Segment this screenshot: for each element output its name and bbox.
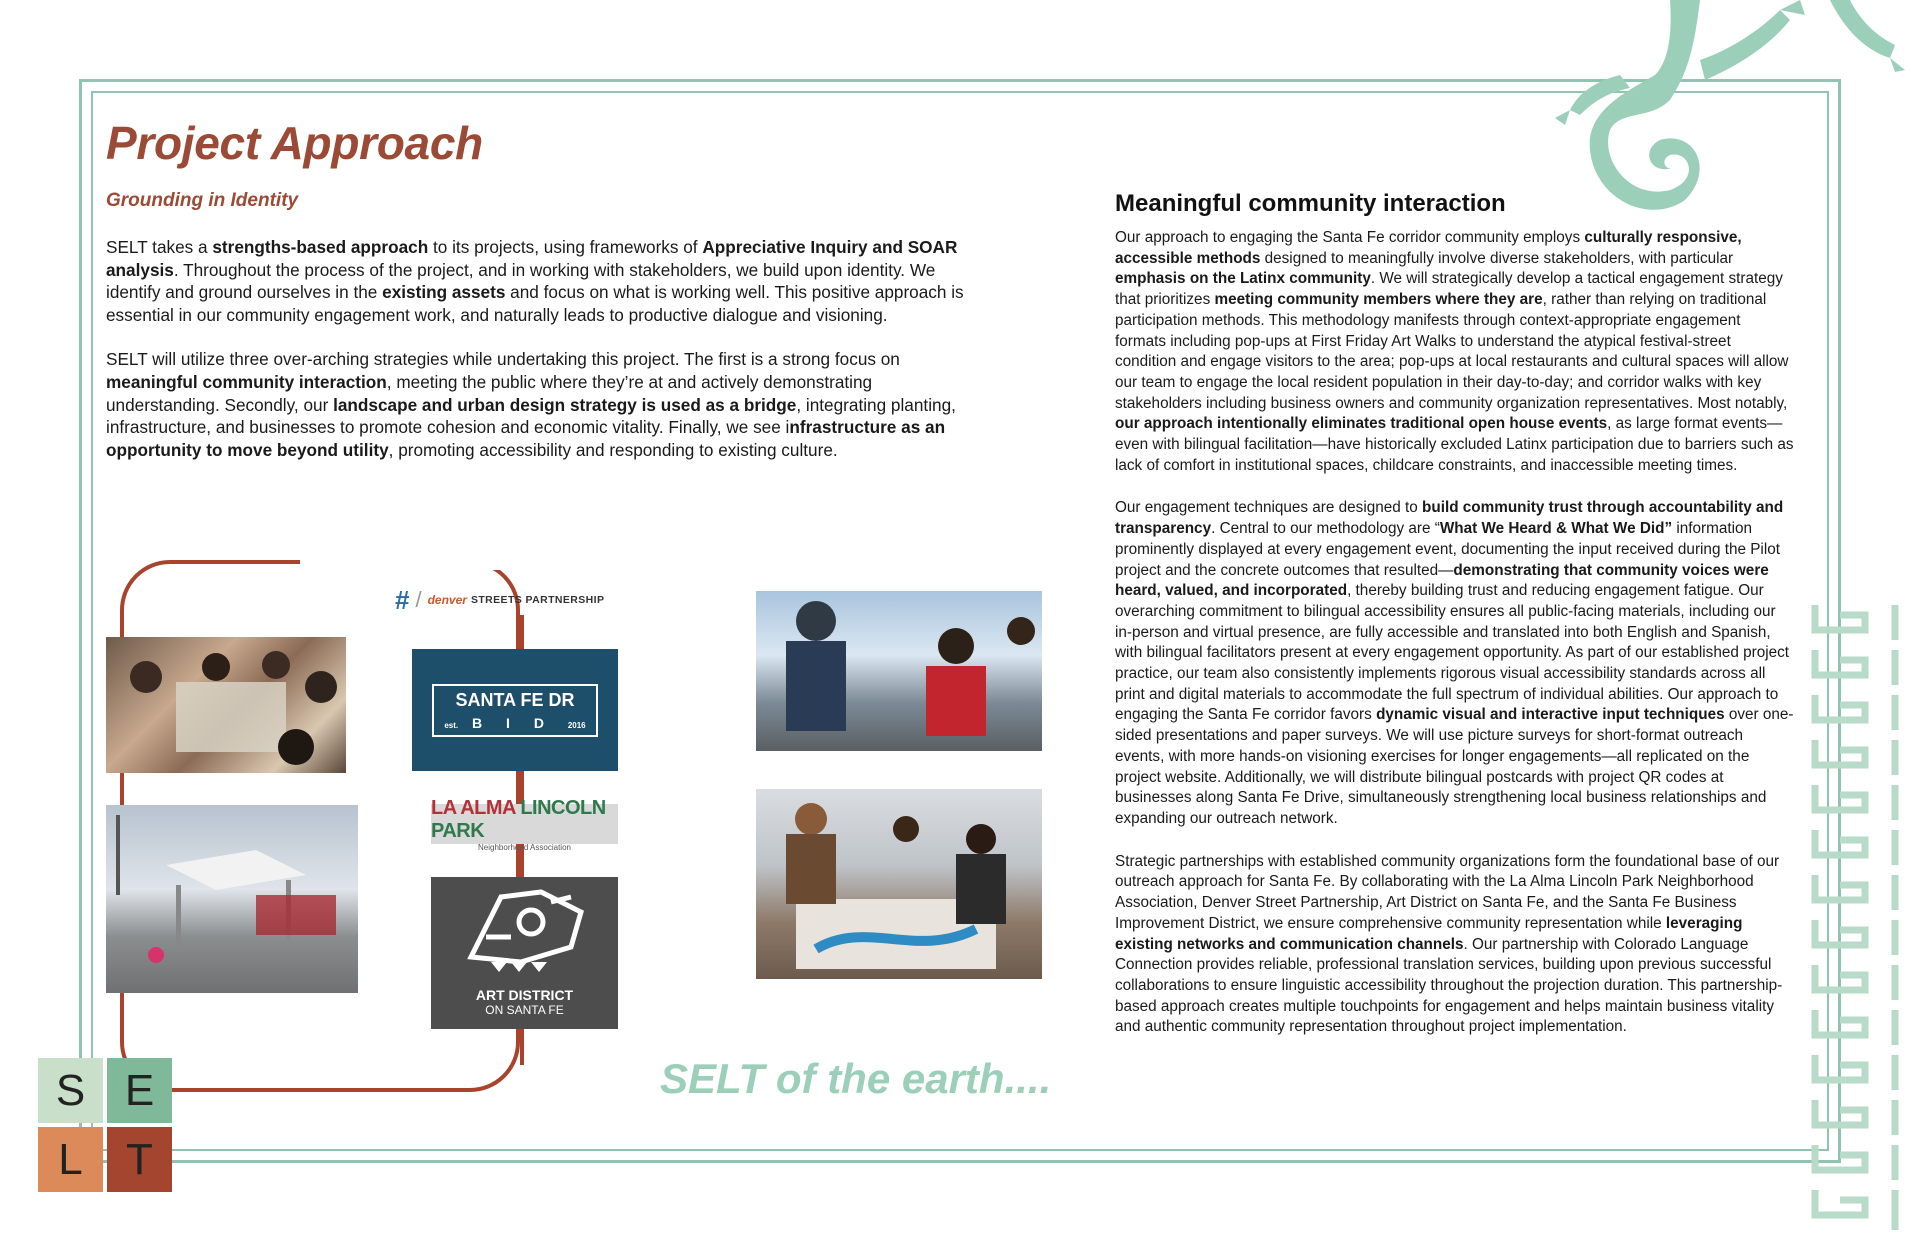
art-district-emblem-icon xyxy=(431,877,618,977)
denver-streets-partnership-logo xyxy=(395,585,635,615)
bid-year-label: 2016 xyxy=(567,720,586,730)
selt-logo xyxy=(38,1058,172,1192)
art-district-logo xyxy=(431,877,618,1029)
right-heading: Meaningful community interaction xyxy=(1115,190,1506,217)
santa-fe-bid-logo xyxy=(412,649,618,771)
tagline: SELT of the earth.... xyxy=(660,1055,1052,1102)
selt-letter-t: T xyxy=(107,1127,172,1192)
right-column xyxy=(1115,190,1795,1060)
la-alma-wordmark: LA ALMA xyxy=(431,796,516,819)
right-paragraph-2: Our engagement techniques are designed to build community trust through accountability and transparency. Central to our methodology are “What We Heard & What We Did” information prominently displayed at every engagement event, documenting the input received during the Pilot project and the concrete outcomes that resulted—demonstrating that community voices were heard, valued, and incorporated, thereby building trust and reducing engagement fatigue. Our overarching commitment to bilingual accessibility ensures all public-facing materials, including our in-person and virtual presence, are fully accessible and translated into both English and Spanish, with bilingual facilitators present at every engagement opportunity. As part of our established project practice, our team also consistently implements rigorous visual accessibility standards across all print and digital materials to accommodate the full spectrum of individual abilities. Our approach to engaging the Santa Fe corridor favors dynamic visual and interactive input techniques over one-sided presentations and paper surveys. We will use picture surveys for short-format outreach events, with more hands-on visioning exercises for longer engagements—all replicated on the project website. Additionally, we will distribute bilingual postcards with project QR codes at businesses along Santa Fe Drive, simultaneously strengthening local business relationships and expanding our outreach network. xyxy=(1115,499,1794,827)
right-paragraph-3: Strategic partnerships with established community organizations form the foundational base of our outreach approach for Santa Fe. By collaborating with the La Alma Lincoln Park Neighborhood Association, Denver Street Partnership, Art District on Santa Fe, and the Santa Fe Business Improvement District, we ensure comprehensive community representation while leveraging existing networks and communication channels. Our partnership with Colorado Language Connection provides reliable, professional translation services, building upon previous successful collaborations to ensure linguistic accessibility throughout the projection duration. This partnership-based approach creates multiple touchpoints for engagement and helps maintain business vitality and authentic community representation throughout project implementation. xyxy=(1115,852,1783,1036)
page-title: Project Approach xyxy=(106,117,483,169)
kids-modeling-photo xyxy=(756,789,1042,979)
left-paragraph-2: SELT will utilize three over-arching strategies while undertaking this project. The first is a strong focus on meaningful community interaction, meeting the public where they’re at and actively demonstrating understanding. Secondly, our landscape and urban design strategy is used as a bridge, integrating planting, infrastructure, and businesses to promote cohesion and economic vitality. Finally, we see infrastructure as an opportunity to move beyond utility, promoting accessibility and responding to existing culture. xyxy=(106,349,956,460)
selt-letter-e: E xyxy=(107,1058,172,1123)
art-district-wordmark: ART DISTRICT xyxy=(475,987,574,1003)
bike-outreach-photo xyxy=(756,591,1042,751)
workshop-photo xyxy=(106,637,346,773)
on-santa-fe-wordmark: ON SANTA FE xyxy=(485,1003,564,1017)
right-paragraph-1: Our approach to engaging the Santa Fe corridor community employs culturally responsive, accessible methods designed to meaningfully involve diverse stakeholders, with particular emphasis on the Latinx community. We will strategically develop a tactical engagement strategy that prioritizes meeting community members where they are, rather than relying on traditional participation methods. This methodology manifests through context-appropriate engagement formats including pop-ups at First Friday Art Walks to understand the atypical festival-street condition and engage visitors to the area; pop-ups at local restaurants and cultural spaces will allow our team to engage the local resident population in their day-to-day; and corridor walks with key stakeholders including business owners and community organization representatives. Most notably, our approach intentionally eliminates traditional open house events, as large format events—even with bilingual facilitation—have historically excluded Latinx participation due to barriers such as lack of comfort in institutional spaces, childcare constraints, and inaccessible meeting times. xyxy=(1115,229,1794,474)
left-body-text xyxy=(106,236,966,483)
santa-fe-bid-name: SANTA FE DR xyxy=(455,689,575,710)
kids-modeling-shapes xyxy=(756,789,1042,979)
meander-pattern-decoration xyxy=(1805,600,1915,1240)
tent-event-photo xyxy=(106,805,358,993)
denver-wordmark: denver xyxy=(427,593,467,607)
bracket-gap xyxy=(300,550,530,570)
streets-partnership-wordmark: STREETS PARTNERSHIP xyxy=(470,594,605,606)
denver-slash-mark: / xyxy=(415,587,422,612)
santa-fe-bid-badge xyxy=(432,684,597,737)
la-alma-lincoln-park-logo xyxy=(431,796,618,852)
bike-outreach-shapes xyxy=(756,591,1042,751)
bid-est-label: est. xyxy=(444,720,459,730)
lincoln-park-wordmark: LINCOLN PARK xyxy=(431,796,606,842)
denver-hash-mark: # xyxy=(395,584,410,615)
section-subtitle: Grounding in Identity xyxy=(106,190,299,211)
workshop-photo-shapes xyxy=(106,637,346,773)
tent-event-shapes xyxy=(106,805,358,993)
selt-letter-s: S xyxy=(38,1058,103,1123)
santa-fe-bid-letters xyxy=(444,715,585,731)
left-paragraph-1: SELT takes a strengths-based approach to its projects, using frameworks of Appreciative Inquiry and SOAR analysis. Throughout the process of the project, and in working with stakeholders, we build upon identity. We identify and ground ourselves in the existing assets and focus on what is working well. This positive approach is essential in our community engagement work, and naturally leads to productive dialogue and visioning. xyxy=(106,237,964,325)
selt-letter-l: L xyxy=(38,1127,103,1192)
bid-letters: B I D xyxy=(472,714,554,731)
neighborhood-association-label: Neighborhood Association xyxy=(478,842,571,852)
